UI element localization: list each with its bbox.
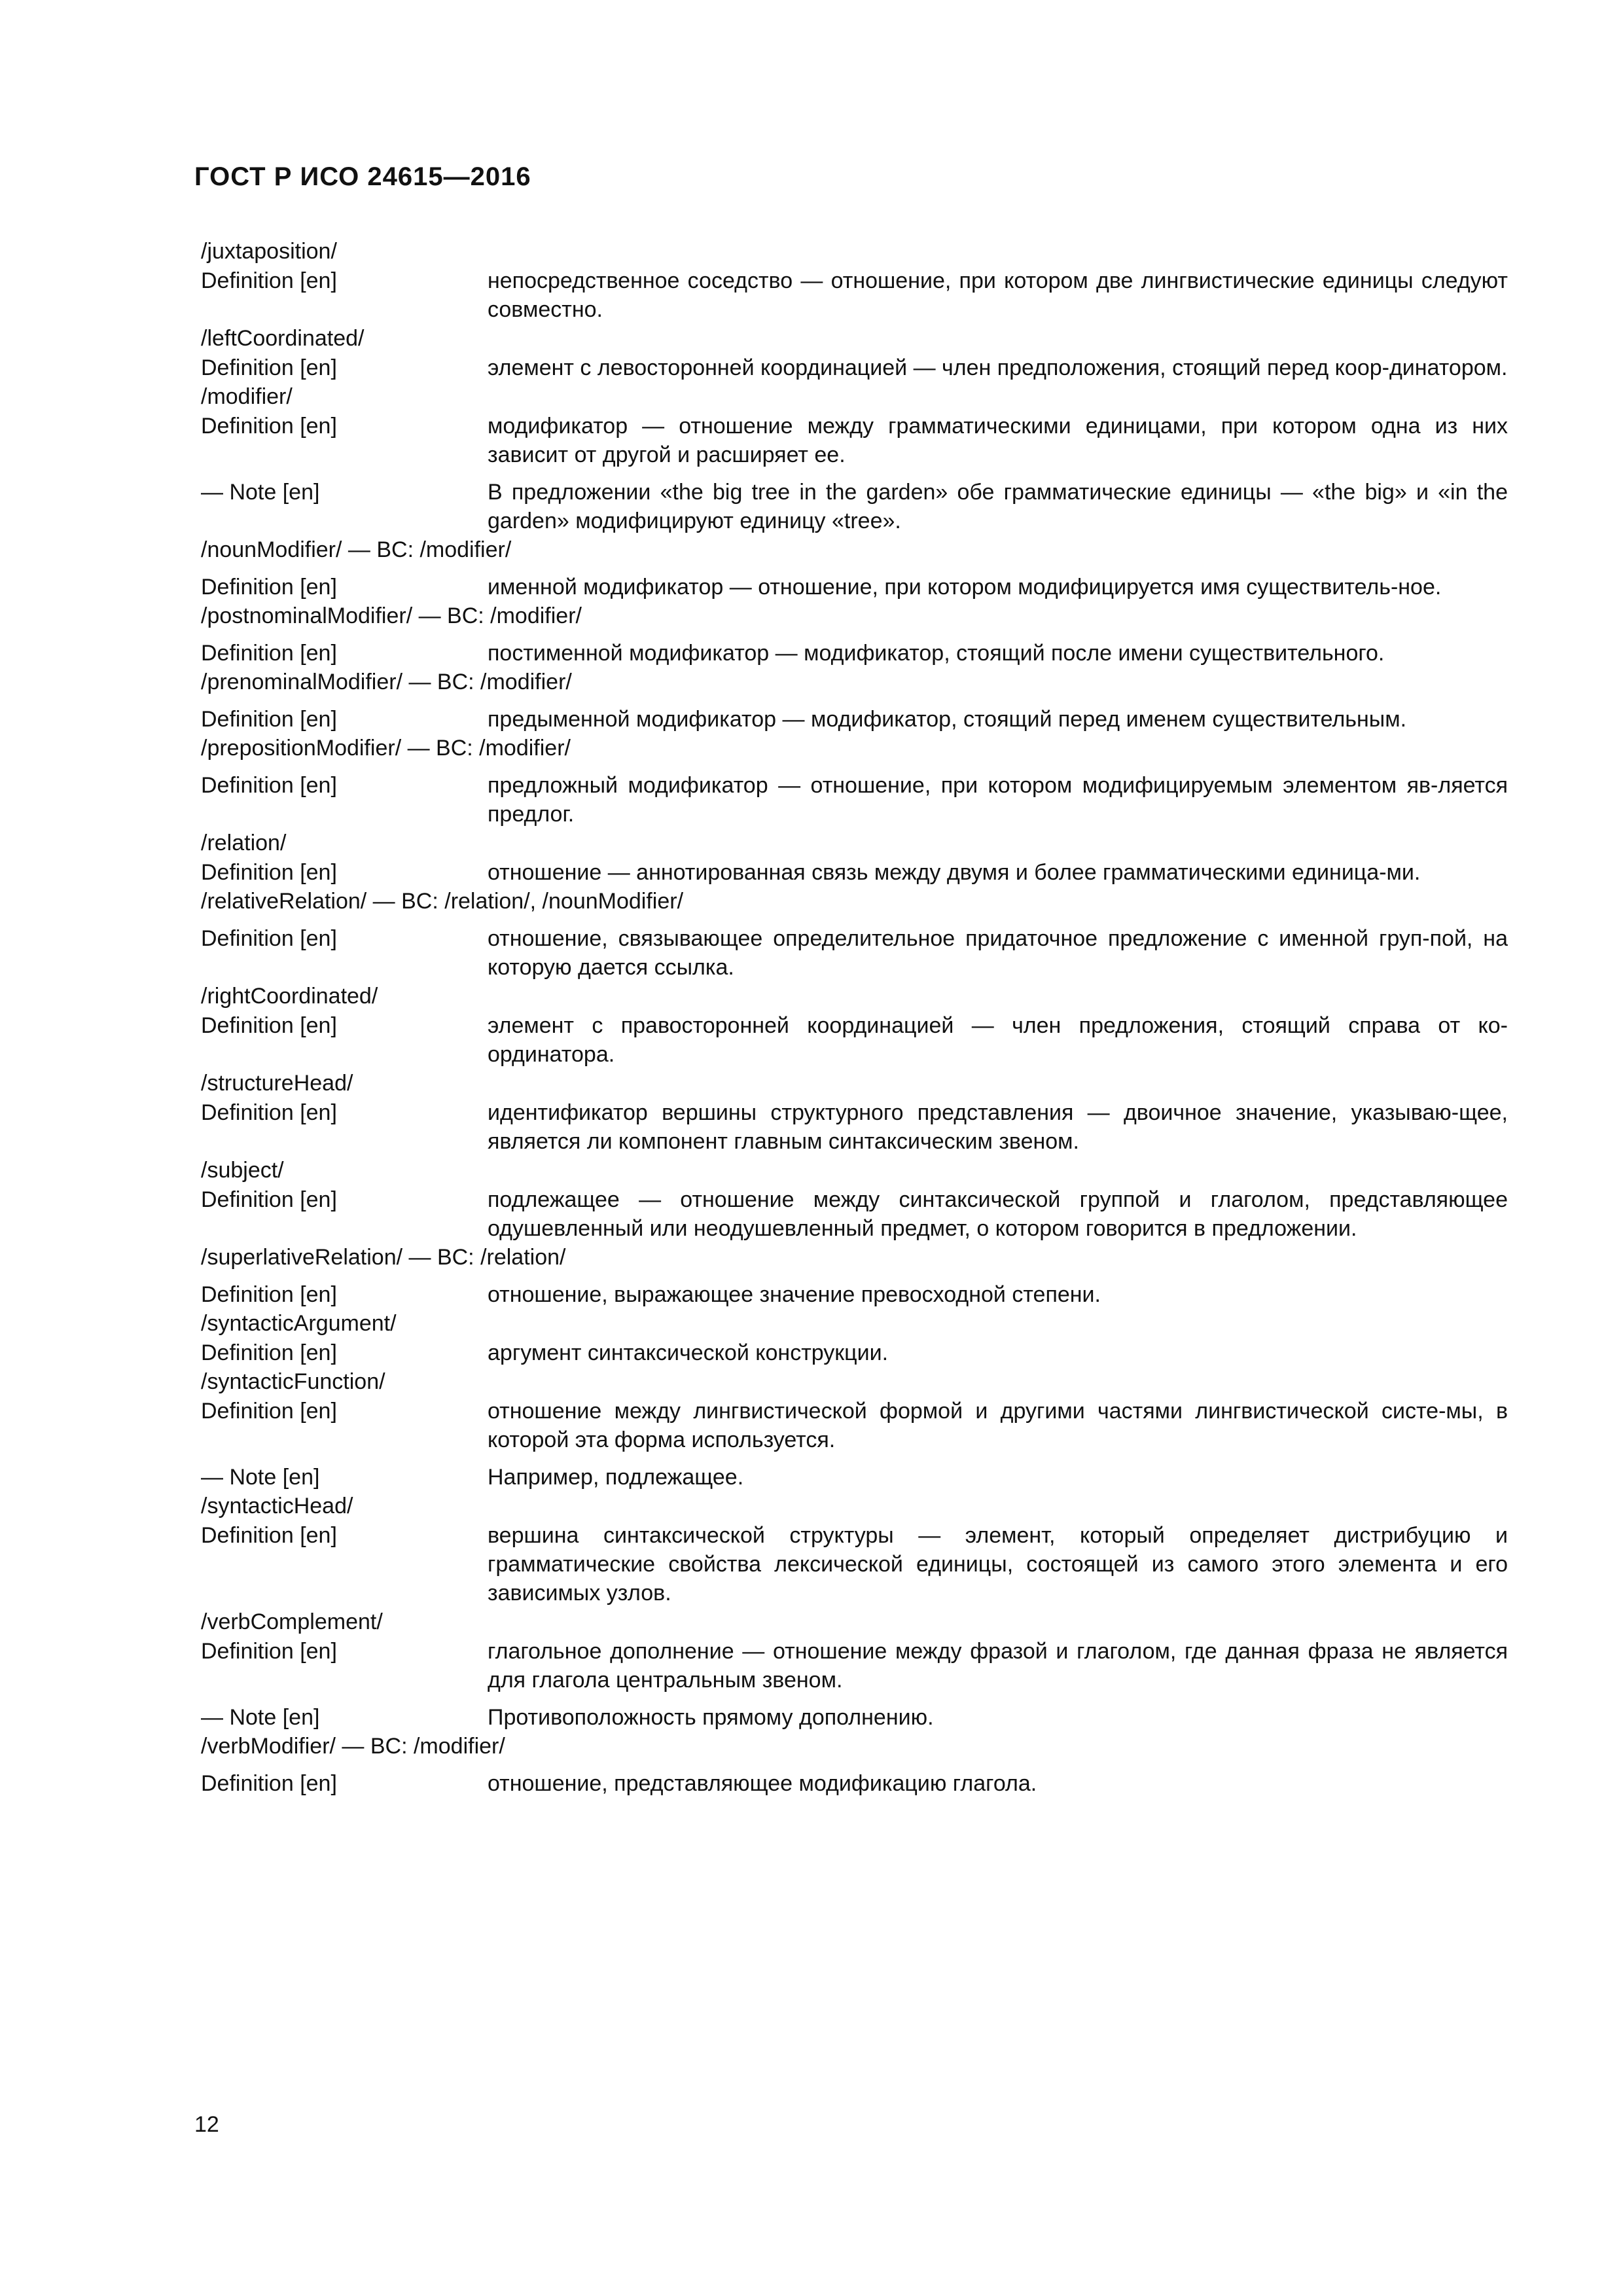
- row-label: Definition [en]: [201, 1013, 337, 1038]
- row-label: Definition [en]: [201, 1187, 337, 1212]
- term-entry: [201, 1732, 1508, 1798]
- row-label: Definition [en]: [201, 1340, 337, 1365]
- definition-row: [201, 924, 1508, 982]
- term-entry: [201, 1492, 1508, 1607]
- term-heading: /postnominalModifier/ — BC: /modifier/: [201, 603, 582, 628]
- row-label: Definition [en]: [201, 773, 337, 798]
- definition-row: [201, 353, 1508, 382]
- definition-row: [201, 858, 1508, 887]
- definition-row: [201, 1637, 1508, 1695]
- term-heading: /structureHead/: [201, 1071, 353, 1096]
- row-label: Definition [en]: [201, 707, 337, 732]
- term-entry: [201, 734, 1508, 829]
- definition-row: [201, 705, 1508, 734]
- definition-row: [201, 1098, 1508, 1156]
- row-text: предложный модификатор — отношение, при котором модифицируемым элементом яв-ляется предлог.: [488, 773, 1508, 827]
- term-entry: [201, 237, 1508, 324]
- row-text: непосредственное соседство — отношение, при котором две лингвистические единицы следуют совместно.: [488, 268, 1508, 322]
- row-text: глагольное дополнение — отношение между фразой и глаголом, где данная фраза не является для глагола центральным звеном.: [488, 1639, 1508, 1693]
- row-text: Противоположность прямому дополнению.: [488, 1705, 934, 1730]
- term-heading: /leftCoordinated/: [201, 326, 365, 351]
- term-heading: /verbComplement/: [201, 1609, 383, 1634]
- row-text: элемент с левосторонней координацией — член предположения, стоящий перед коор-динатором.: [488, 355, 1508, 380]
- term-heading: /subject/: [201, 1158, 284, 1183]
- document-header: ГОСТ Р ИСО 24615—2016: [194, 162, 531, 191]
- term-heading: /superlativeRelation/ — BC: /relation/: [201, 1245, 566, 1270]
- term-heading: /relativeRelation/ — BC: /relation/, /nounModifier/: [201, 889, 684, 914]
- term-heading: /relation/: [201, 831, 287, 855]
- term-heading: /syntacticFunction/: [201, 1369, 385, 1394]
- row-text: подлежащее — отношение между синтаксической группой и глаголом, представляющее одушевленный или неодушевленный предмет, о котором говорится в предложении.: [488, 1187, 1508, 1241]
- row-label: — Note [en]: [201, 480, 320, 505]
- row-text: В предложении «the big tree in the garden» обе грамматические единицы — «the big» и «in the garden» модифицируют единицу «tree».: [488, 480, 1508, 533]
- definition-row: [201, 1521, 1508, 1607]
- row-label: Definition [en]: [201, 1523, 337, 1548]
- definition-row: [201, 266, 1508, 324]
- term-heading: /syntacticArgument/: [201, 1311, 397, 1336]
- row-label: Definition [en]: [201, 575, 337, 600]
- row-label: Definition [en]: [201, 1282, 337, 1307]
- definition-row: [201, 1769, 1508, 1798]
- term-entry: [201, 982, 1508, 1069]
- term-entry: [201, 1243, 1508, 1309]
- row-text: отношение, связывающее определительное придаточное предложение с именной груп-пой, на которую дается ссылка.: [488, 926, 1508, 980]
- term-heading: /rightCoordinated/: [201, 984, 378, 1009]
- row-text: элемент с правосторонней координацией — член предложения, стоящий справа от ко-ординатора.: [488, 1013, 1508, 1067]
- row-label: Definition [en]: [201, 355, 337, 380]
- row-text: идентификатор вершины структурного представления — двоичное значение, указываю-щее, является ли компонент главным синтаксическим звеном.: [488, 1100, 1508, 1154]
- row-label: Definition [en]: [201, 860, 337, 885]
- definition-row: [201, 639, 1508, 668]
- definition-row: [201, 1185, 1508, 1243]
- row-label: Definition [en]: [201, 1771, 337, 1796]
- row-text: именной модификатор — отношение, при котором модифицируется имя существитель-ное.: [488, 575, 1442, 600]
- row-text: постименной модификатор — модификатор, стоящий после имени существительного.: [488, 641, 1385, 666]
- definition-row: [201, 412, 1508, 469]
- row-label: Definition [en]: [201, 414, 337, 439]
- term-list: [201, 237, 1508, 1798]
- term-entry: [201, 1607, 1508, 1732]
- row-text: Например, подлежащее.: [488, 1465, 744, 1490]
- definition-row: [201, 1338, 1508, 1367]
- row-label: Definition [en]: [201, 268, 337, 293]
- row-label: Definition [en]: [201, 926, 337, 951]
- term-heading: /verbModifier/ — BC: /modifier/: [201, 1734, 505, 1759]
- row-label: Definition [en]: [201, 641, 337, 666]
- definition-row: [201, 771, 1508, 829]
- term-entry: [201, 1367, 1508, 1492]
- row-text: отношение — аннотированная связь между двумя и более грамматическими единица-ми.: [488, 860, 1421, 885]
- term-entry: [201, 829, 1508, 887]
- row-label: Definition [en]: [201, 1399, 337, 1424]
- row-text: отношение, представляющее модификацию глагола.: [488, 1771, 1037, 1796]
- row-text: аргумент синтаксической конструкции.: [488, 1340, 889, 1365]
- row-text: предыменной модификатор — модификатор, стоящий перед именем существительным.: [488, 707, 1407, 732]
- term-heading: /juxtaposition/: [201, 239, 337, 264]
- row-label: Definition [en]: [201, 1639, 337, 1664]
- row-text: отношение, выражающее значение превосходной степени.: [488, 1282, 1101, 1307]
- term-entry: [201, 535, 1508, 601]
- page-number: 12: [194, 2112, 219, 2137]
- term-heading: /syntacticHead/: [201, 1494, 353, 1518]
- term-entry: [201, 601, 1508, 668]
- term-entry: [201, 1309, 1508, 1367]
- term-entry: [201, 887, 1508, 982]
- row-label: Definition [en]: [201, 1100, 337, 1125]
- row-text: модификатор — отношение между грамматическими единицами, при котором одна из них зависит от другой и расширяет ее.: [488, 414, 1508, 467]
- definition-row: [201, 1280, 1508, 1309]
- row-label: — Note [en]: [201, 1705, 320, 1730]
- term-entry: [201, 324, 1508, 382]
- note-row: [201, 1463, 1508, 1492]
- definition-row: [201, 573, 1508, 601]
- term-entry: [201, 668, 1508, 734]
- term-entry: [201, 382, 1508, 535]
- definition-row: [201, 1397, 1508, 1454]
- row-label: — Note [en]: [201, 1465, 320, 1490]
- note-row: [201, 478, 1508, 535]
- term-heading: /prenominalModifier/ — BC: /modifier/: [201, 670, 572, 694]
- note-row: [201, 1703, 1508, 1732]
- definition-row: [201, 1011, 1508, 1069]
- term-heading: /nounModifier/ — BC: /modifier/: [201, 537, 512, 562]
- term-heading: /modifier/: [201, 384, 293, 409]
- term-heading: /prepositionModifier/ — BC: /modifier/: [201, 736, 571, 761]
- term-entry: [201, 1156, 1508, 1243]
- term-entry: [201, 1069, 1508, 1156]
- row-text: вершина синтаксической структуры — элемент, который определяет дистрибуцию и грамматические свойства лексической единицы, состоящей из самого этого элемента и его зависимых узлов.: [488, 1523, 1508, 1605]
- row-text: отношение между лингвистической формой и другими частями лингвистической систе-мы, в которой эта форма используется.: [488, 1399, 1508, 1452]
